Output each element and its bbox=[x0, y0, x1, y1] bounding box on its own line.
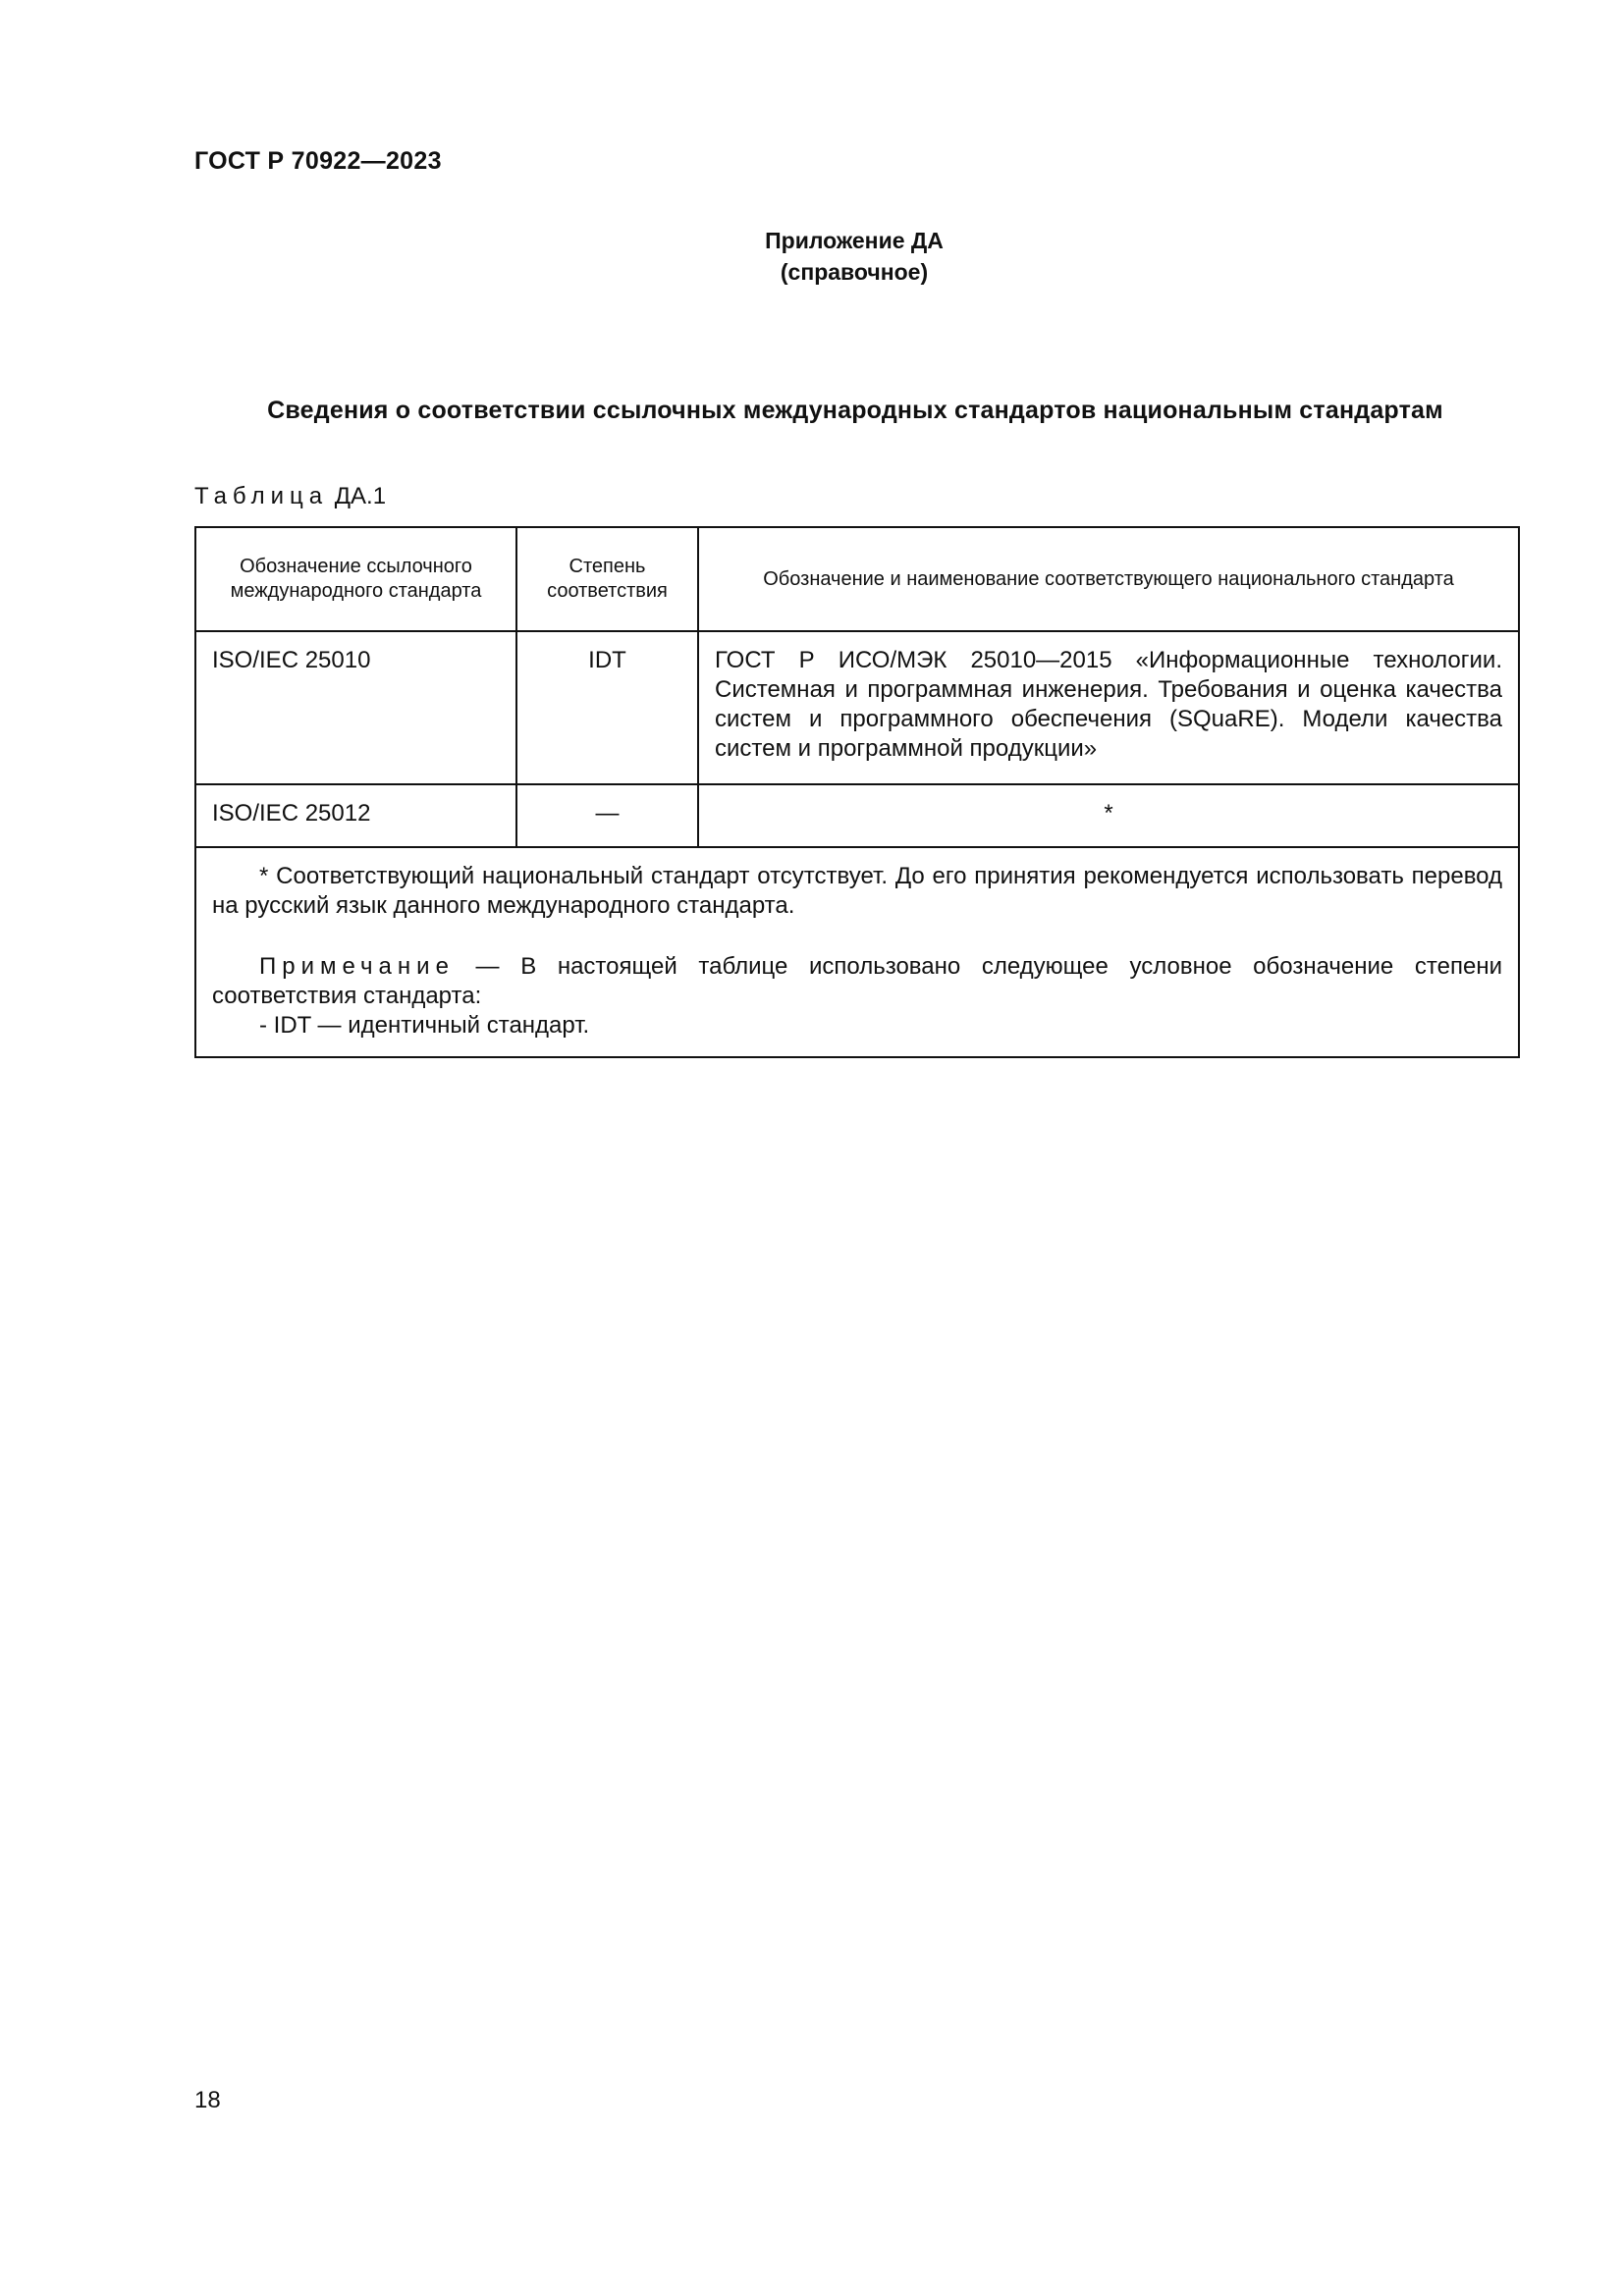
table-caption-number: ДА.1 bbox=[334, 483, 387, 509]
table-caption bbox=[194, 483, 386, 510]
header-national-standard-label: Обозначение и наименование соответствующего национального стандарта bbox=[763, 567, 1454, 590]
page-number: 18 bbox=[194, 2087, 221, 2113]
cell-intl-standard bbox=[195, 784, 516, 847]
standards-table bbox=[194, 526, 1520, 1058]
cell-degree bbox=[516, 784, 698, 847]
appendix-type: (справочное) bbox=[780, 259, 929, 285]
note bbox=[212, 952, 1502, 1011]
table-header-row bbox=[195, 527, 1519, 631]
cell-intl-standard bbox=[195, 631, 516, 784]
cell-national-standard-text: * bbox=[1104, 800, 1113, 827]
table-notes bbox=[196, 848, 1518, 1056]
table-row bbox=[195, 631, 1519, 784]
table-footer-row bbox=[195, 847, 1519, 1057]
header-intl-standard bbox=[195, 527, 516, 631]
appendix-title: Приложение ДА bbox=[765, 228, 944, 253]
document-code: ГОСТ Р 70922—2023 bbox=[194, 147, 442, 175]
table-footer-cell bbox=[195, 847, 1519, 1057]
cell-degree-text: — bbox=[595, 800, 620, 827]
note-item: - IDT — идентичный стандарт. bbox=[259, 1012, 590, 1039]
cell-intl-standard-text: ISO/IEC 25012 bbox=[212, 800, 371, 827]
header-degree bbox=[516, 527, 698, 631]
table-caption-label: Таблица bbox=[194, 483, 329, 509]
cell-degree-text: IDT bbox=[588, 647, 626, 673]
section-title: Сведения о соответствии ссылочных международных стандартов национальным стандартам bbox=[267, 397, 1443, 424]
cell-intl-standard-text: ISO/IEC 25010 bbox=[212, 647, 371, 673]
header-degree-label: Степень соответствия bbox=[547, 556, 668, 602]
footnote: * Соответствующий национальный стандарт отсутствует. До его принятия рекомендуется использовать перевод на русский язык данного международного стандарта. bbox=[212, 863, 1502, 919]
cell-national-standard bbox=[698, 631, 1519, 784]
header-national-standard bbox=[698, 527, 1519, 631]
cell-national-standard-text: ГОСТ Р ИСО/МЭК 25010—2015 «Информационные технологии. Системная и программная инженерия. Требования и оценка качества систем и программного обеспечения (SQuaRE). Модели качества систем и программной продукции» bbox=[715, 647, 1502, 762]
header-intl-standard-label: Обозначение ссылочного международного стандарта bbox=[230, 556, 482, 602]
cell-national-standard bbox=[698, 784, 1519, 847]
cell-degree bbox=[516, 631, 698, 784]
table-row bbox=[195, 784, 1519, 847]
note-label: Примечание bbox=[259, 953, 455, 980]
note-text: — В настоящей таблице использовано следующее условное обозначение степени соответствия стандарта: bbox=[212, 953, 1502, 1009]
